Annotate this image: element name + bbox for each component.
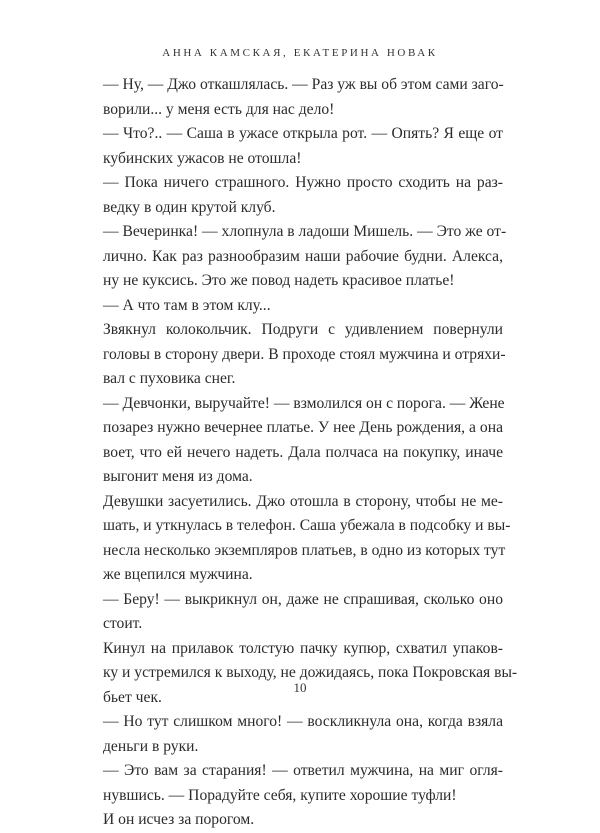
text-line: — Девчонки, выручайте! — взмолился он с порога. — Жене	[103, 394, 505, 412]
paragraph	[103, 637, 518, 711]
text-line: — А что там в этом клу...	[103, 296, 271, 314]
text-line: выгонит меня из дома.	[103, 468, 253, 485]
text-line: лично. Как раз разнообразим наши рабочие будни. Алекса,	[103, 247, 503, 265]
text-line: Кинул на прилавок толстую пачку купюр, схватил упаков-	[103, 639, 503, 657]
text-line: Звякнул колокольчик. Подруги с удивлением повернули	[103, 321, 503, 338]
text-line: головы в сторону двери. В проходе стоял мужчина и отряхи-	[103, 345, 506, 363]
text-line: Девушки засуетились. Джо отошла в сторону, чтобы не ме-	[103, 492, 503, 510]
text-line: ну не куксись. Это же повод надеть красивое платье!	[103, 272, 455, 289]
text-line: воет, что ей нечего надеть. Дала полчаса на покупку, иначе	[103, 443, 503, 461]
paragraph	[103, 710, 503, 759]
paragraph	[103, 392, 503, 490]
text-line: вал с пуховика снег.	[103, 370, 236, 387]
paragraph	[103, 220, 507, 294]
text-line: — Беру! — выкрикнул он, даже не спрашивая, сколько оно	[103, 590, 503, 608]
text-line: позарез нужно вечернее платье. У нее День рождения, а она	[103, 419, 503, 436]
text-line: же вцепился мужчина.	[103, 566, 253, 583]
paragraph	[103, 588, 503, 637]
text-line: — Ну, — Джо откашлялась. — Раз уж вы об этом сами заго-	[103, 76, 504, 93]
page-number: 10	[293, 680, 307, 695]
text-line: ворили... у меня есть для нас дело!	[103, 100, 335, 118]
body-text	[103, 73, 518, 833]
text-line: шать, и уткнулась в телефон. Саша убежала в подсобку и вы-	[103, 517, 511, 534]
text-line: кубинских ужасов не отошла!	[103, 149, 302, 167]
paragraph	[103, 73, 503, 122]
paragraph	[103, 122, 503, 171]
text-line: И он исчез за порогом.	[103, 811, 255, 828]
text-line: несла несколько экземпляров платьев, в одно из которых тут	[103, 541, 506, 559]
text-line: нувшись. — Порадуйте себя, купите хорошие туфли!	[103, 786, 457, 804]
paragraph	[103, 808, 503, 833]
text-line: ку и устремился к выходу, не дожидаясь, пока Покровская вы-	[103, 664, 518, 681]
text-line: — Это вам за старания! — ответил мужчина, на миг огля-	[103, 762, 503, 779]
running-header: АННА КАМСКАЯ, ЕКАТЕРИНА НОВАК	[162, 47, 438, 59]
text-line: стоит.	[103, 615, 143, 632]
paragraph	[103, 171, 503, 220]
text-line: — Но тут слишком много! — воскликнула она, когда взяла	[103, 713, 503, 730]
text-line: ведку в один крутой клуб.	[103, 198, 276, 216]
paragraph	[103, 759, 503, 808]
text-line: деньги в руки.	[103, 737, 199, 755]
text-line: бьет чек.	[103, 688, 162, 706]
text-line: — Пока ничего страшного. Нужно просто сходить на раз-	[103, 174, 503, 191]
text-line: — Вечеринка! — хлопнула в ладоши Мишель. — Это же от-	[103, 223, 507, 240]
paragraph	[103, 294, 503, 319]
paragraph	[103, 490, 511, 588]
text-line: — Что?.. — Саша в ужасе открыла рот. — Опять? Я еще от	[103, 125, 503, 142]
paragraph	[103, 318, 506, 392]
